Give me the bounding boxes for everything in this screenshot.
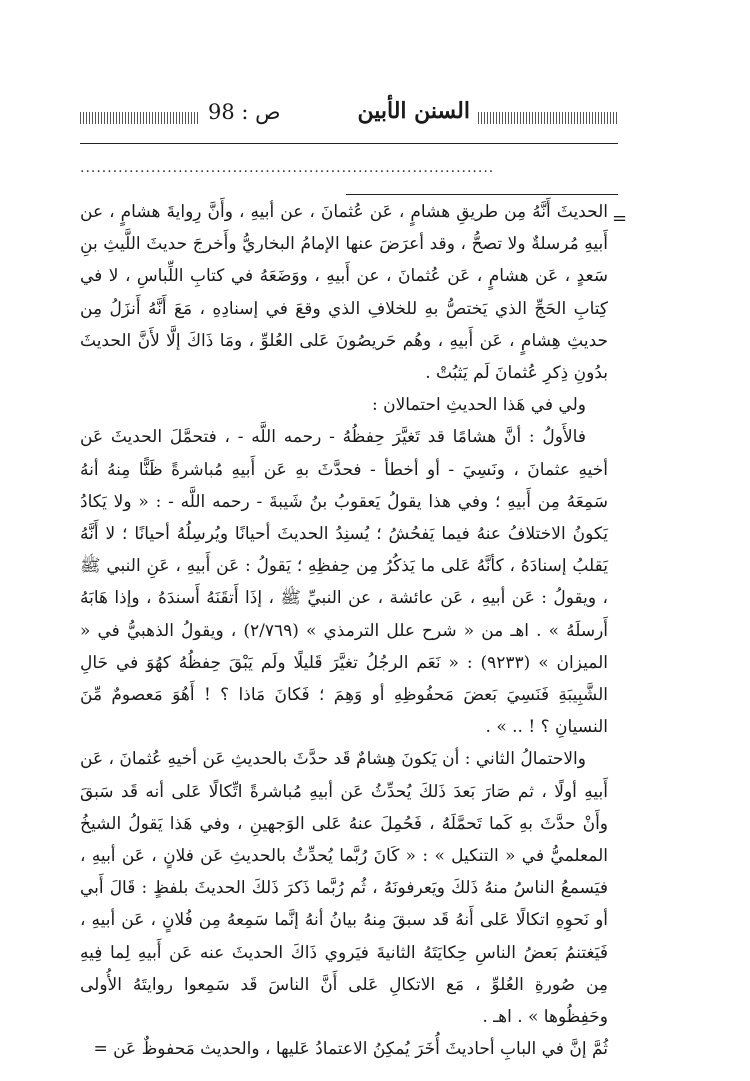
footnote-body bbox=[80, 196, 608, 1065]
header-rule bbox=[80, 143, 618, 144]
paragraph-2: ولي في هَذا الحديثِ احتمالان : bbox=[372, 395, 586, 416]
dotted-separator: ............................................................................ bbox=[80, 160, 495, 176]
page-header bbox=[80, 96, 618, 136]
paragraph-4: والاحتمالُ الثاني : أن يَكونَ هِشامٌ قَد حدَّثَ بالحديثِ عَن أخيهِ عُثمانَ ، عَن أَبيهِ أولًا ، ثم صَارَ بَعدَ ذَلكَ يُحدِّثُ عَن أبيهِ مُباشرةً اتِّكالًا عَلى أنه قَد سَبقَ وأَنْ حدَّثَ بهِ كَما تَحمَّلَهُ ، فَحُمِلَ عنهُ عَلى الوَجهينِ ، وفي هَذا يَقولُ الشيخُ المعلميُّ في « التنكيل » : « كَانَ رُبَّما يُحدِّثُ بالحديثِ عَن فلانٍ ، عَن أبيهِ ، فيَسمعُ الناسُ منهُ ذَلكَ ويَعرفونَهُ ، ثُم رُبَّما ذَكرَ ذَلكَ الحديثَ بلفظٍ : قَالَ أَبي أو نَحوِهِ اتكالًا عَلى أَنهُ قَد سبقَ مِنهُ بيانُ أنهُ إنَّما سَمِعهُ مِن فُلانٍ ، عَن أبيهِ ، فَيَغتنمُ بَعضُ الناسِ حِكايَتَهُ الثانيةَ فيَروي ذَاكَ الحديثَ عنه عَن أَبيهِ لِما فِيهِ مِن صُورةِ العُلوِّ ، مَع الاتكالِ عَلى أَنَّ الناسَ قَد سَمِعوا روايتَهُ الأُولى وحَفِظُوها » . اهـ . bbox=[80, 749, 608, 1028]
paragraph-1: الحديثَ أَنَّهُ مِن طريقِ هشامٍ ، عَن عُثمانَ ، عن أبيهِ ، وأَنَّ رِوايةَ هشامٍ ، عن أَبيهِ مُرسلةٌ ولا تصحُّ ، وقد أعرَضَ عنها الإمامُ البخاريُّ وأَخرجَ حديثَ اللَّيثِ بنِ سَعدٍ ، عَن هشامٍ ، عَن عُثمانَ ، عن أَبيهِ ، ووَضَعَهُ في كتابِ اللِّباسِ ، لا في كِتابِ الحَجِّ الذي يَختصُّ بهِ للخلافِ الذي وقعَ في إسنادِهِ ، مَعَ أَنَّهُ أَنزَلُ مِن حديثِ هِشامٍ ، عَن أَبيهِ ، وهُم حَريصُونَ عَلى العُلوِّ ، ومَا ذَاكَ إلَّا لأَنَّ الحديثَ بدُونِ ذِكرِ عُثمانَ لَم يَثبُتْ . bbox=[80, 202, 608, 384]
paragraph-3: فالأَولُ : أنَّ هشامًا قد تَغيَّرَ حِفظُهُ - رحمه اللَّه - ، فتحمَّلَ الحديثَ عَن أخيهِ عثمانَ ، ونَسِيَ - أو أخطأ - فحدَّثَ بهِ عَن أَبيهِ مُباشرةً ظَنًّا مِنهُ أنهُ سَمِعَهُ مِن أَبيهِ ؛ وفي هذا يقولُ يَعقوبُ بنُ شَيبةَ - رحمه اللَّه - : « ولا يَكادُ يَكونُ الاختلافُ عنهُ فيما يَفحُشُ ؛ يُسنِدُ الحديثَ أحيانًا ويُرسِلُهُ أحيانًا ؛ لا أَنَّهُ يَقلبُ إسنادَهُ ، كأنَّهُ عَلى ما يَذكُرُ مِن حِفظِهِ ؛ يَقولُ : عَن أَبيهِ ، عَنِ النبي ﷺ ، ويقولُ : عَن أبيهِ ، عَن عائشة ، عن النبيِّ ﷺ ، إذَا أَتقَنَهُ أَسندَهُ ، وإذا هَابَهُ أَرسلَهُ » . اهـ من « شرح علل الترمذي » (٢/٧٦٩) ، ويقولُ الذهبيُّ في « الميزان » (٩٢٣٣) : « نَعَم الرجُلُ تغيَّرَ قَليلًا ولَم يَبْقَ حِفظُهُ كهُوَ في حَالِ الشَّبِيبَةِ فَنَسِيَ بَعضَ مَحفُوظِهِ أو وَهِمَ ؛ فَكانَ مَاذا ؟ ! أَهُوَ مَعصومٌ مِّنَ النسيانِ ؟ ! .. » . bbox=[80, 427, 608, 738]
paragraph-5: ثُمَّ إنَّ في البابِ أحاديثَ أُخَرَ يُمكِنُ الاعتمادُ عَليها ، والحديث مَحفوظٌ عَن = bbox=[93, 1039, 608, 1060]
header-ornament-left bbox=[80, 112, 200, 124]
header-ornament-right bbox=[478, 112, 618, 124]
footnote-rule bbox=[346, 194, 618, 195]
page-number: ص : 98 bbox=[208, 100, 281, 124]
continuation-mark: = bbox=[612, 208, 628, 229]
book-title: السنن الأبين bbox=[357, 98, 470, 124]
